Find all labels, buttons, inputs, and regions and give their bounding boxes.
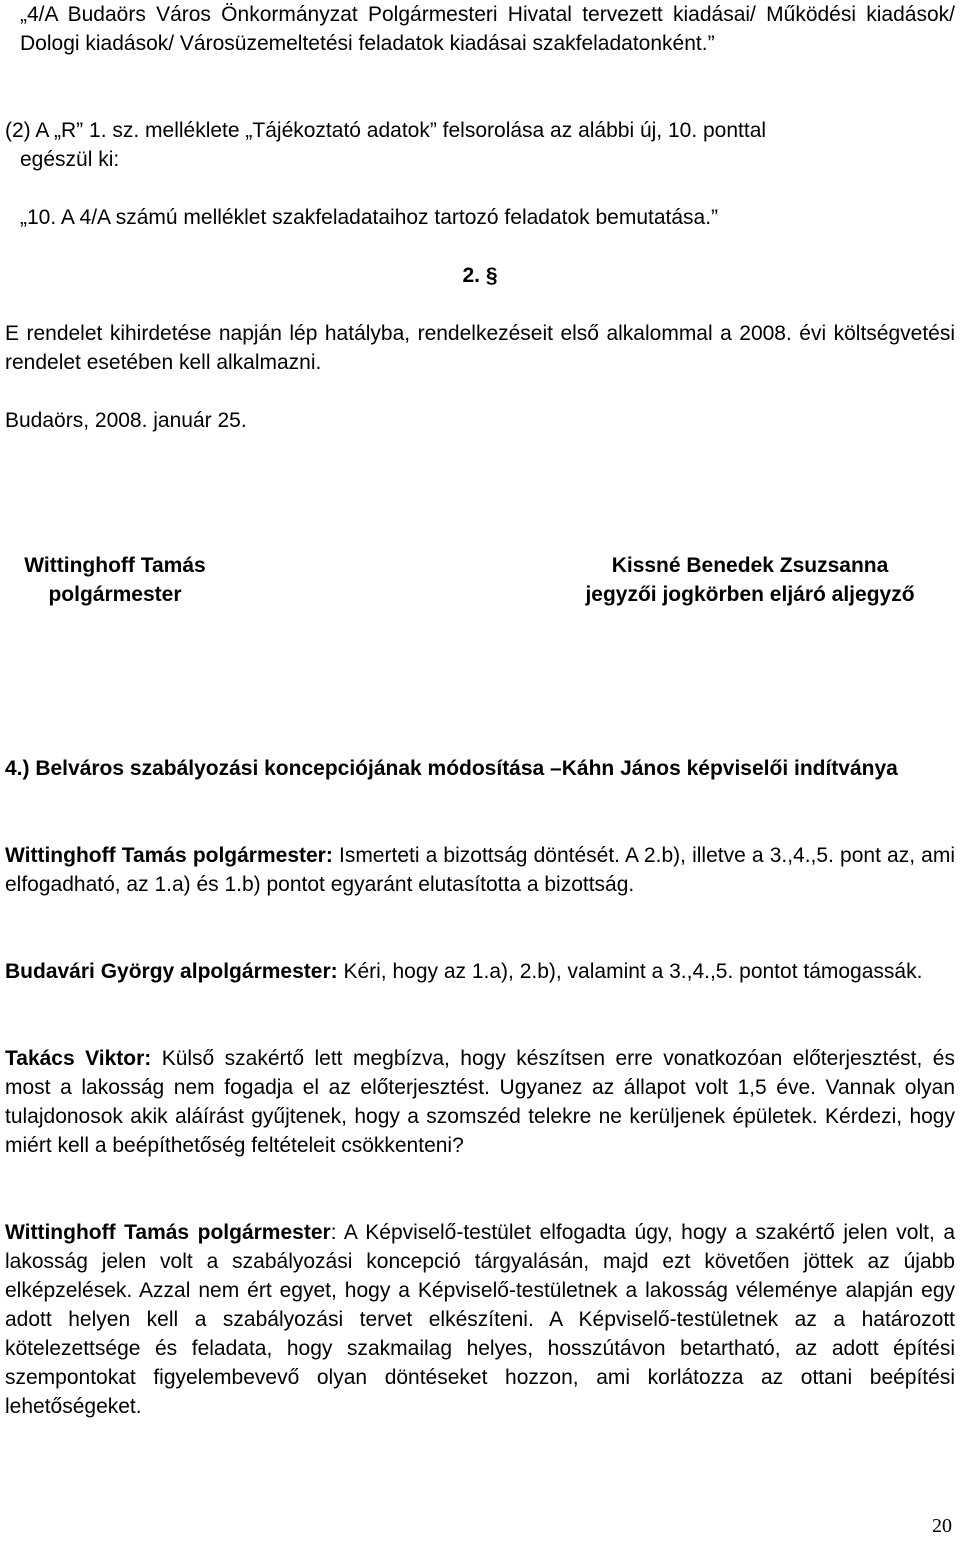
statement-2-speaker: Budavári György alpolgármester: [5,960,338,983]
agenda-item-heading: 4.) Belváros szabályozási koncepciójának módosítása –Káhn János képviselői indítványa [5,757,898,780]
quoted-paragraph: „4/A Budaörs Város Önkormányzat Polgármesteri Hivatal tervezett kiadásai/ Működési kiadások/ Dologi kiadások/ Városüzemeltetési feladatok kiadásai szakfeladatonként.” [20,3,955,55]
statement-1 [5,841,955,899]
statement-4-text: : A Képviselő-testület elfogadta úgy, hogy a szakértő jelen volt, a lakosság jelen volt a szabályozási koncepció tárgyalásán, majd ezt követően jöttek az újabb elképzelések. Azzal nem ért egyet, hogy a Képviselő-testületnek a lakosság véleménye alapján egy adott helyen kell a szabályozási tervet elkészíteni. A Képviselő-testületnek az a határozott kötelezettsége és feladata, hogy szakmailag helyes, hosszútávon betartható, az adott építési szempontokat figyelembevevő olyan döntéseket hozzon, ami korlátozza az ottani beépítési lehetőségeket. [5,1221,956,1418]
amendment-paragraph-line2: egészül ki: [20,148,120,171]
statement-2-text: Kéri, hogy az 1.a), 2.b), valamint a 3.,4.,5. pontot támogassák. [337,960,923,983]
statement-3-text: Külső szakértő lett megbízva, hogy készítsen erre vonatkozóan előterjesztést, és most a lakosság nem fogadja el az előterjesztést. Ugyanez az állapot volt 1,5 éve. Vannak olyan tulajdonosok akik aláírást gyűjtenek, hogy a szomszéd telekre ne kerüljenek épületek. Kérdezi, hogy miért kell a beépíthetőség feltételeit csökkenteni? [5,1047,955,1157]
effect-paragraph: E rendelet kihirdetése napján lép hatályba, rendelkezéseit első alkalommal a 2008. évi költségvetési rendelet esetében kell alkalmazni. [5,322,955,374]
section-heading: 2. § [462,264,498,287]
signature-left-title: polgármester [48,583,182,606]
signature-right-name: Kissné Benedek Zsuzsanna [611,554,889,577]
statement-1-text: Ismerteti a bizottság döntését. A 2.b), illetve a 3.,4.,5. pont az, ami elfogadható, az 1.a) és 1.b) pontot egyaránt elutasította a bizottság. [5,844,955,896]
statement-4 [5,1218,955,1421]
signature-right-title: jegyzői jogkörben eljáró aljegyző [585,583,915,606]
statement-2 [5,957,955,986]
amendment-paragraph-line1: (2) A „R” 1. sz. melléklete „Tájékoztató adatok” felsorolása az alábbi új, 10. ponttal [5,119,767,142]
statement-4-speaker: Wittinghoff Tamás polgármester [5,1221,331,1244]
statement-3 [5,1044,955,1160]
signature-left-name: Wittinghoff Tamás [24,554,206,577]
statement-3-speaker: Takács Viktor: [5,1047,152,1070]
point-10-text: „10. A 4/A számú melléklet szakfeladataihoz tartozó feladatok bemutatása.” [20,206,719,229]
place-date: Budaörs, 2008. január 25. [5,409,247,432]
statement-1-speaker: Wittinghoff Tamás polgármester: [5,844,333,867]
signature-right [548,551,952,609]
signature-left [5,551,225,609]
page-number: 20 [932,1515,952,1537]
